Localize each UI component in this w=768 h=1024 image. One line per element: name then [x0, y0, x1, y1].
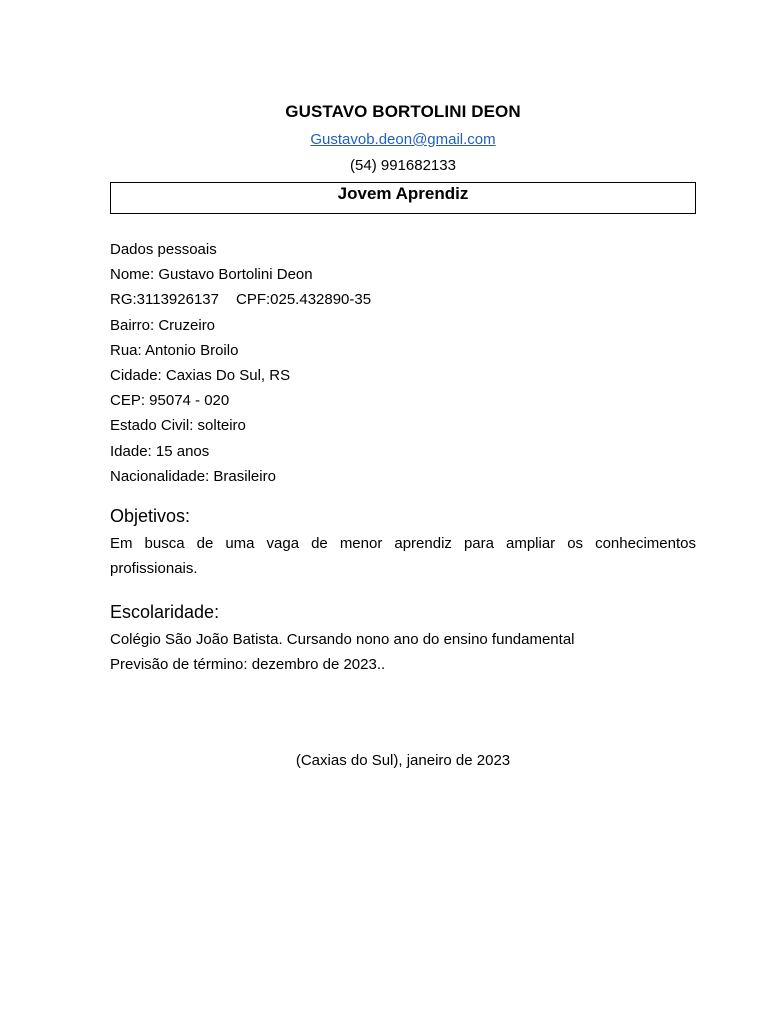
escolaridade-line-1: Colégio São João Batista. Cursando nono ano do ensino fundamental — [110, 631, 575, 648]
objetivos-section — [110, 504, 696, 581]
nome-line: Nome: Gustavo Bortolini Deon — [110, 266, 313, 284]
nacionalidade-line: Nacionalidade: Brasileiro — [110, 467, 276, 485]
cidade-line: Cidade: Caxias Do Sul, RS — [110, 367, 291, 385]
cpf-value: CPF:025.432890-35 — [235, 291, 372, 309]
rua-line: Rua: Antonio Broilo — [110, 341, 239, 359]
idade-line: Idade: 15 anos — [110, 442, 210, 460]
title-box — [110, 182, 696, 214]
objetivos-heading: Objetivos: — [110, 506, 191, 526]
escolaridade-heading: Escolaridade: — [110, 602, 220, 622]
objetivos-line-2: profissionais. — [110, 560, 198, 577]
phone-number: (54) 991682133 — [350, 157, 456, 174]
rg-cpf-line — [110, 287, 696, 312]
escolaridade-text — [110, 627, 696, 677]
personal-data-section — [110, 237, 696, 489]
bairro-line: Bairro: Cruzeiro — [110, 316, 216, 334]
objetivos-text — [110, 531, 696, 581]
rg-value: RG:3113926137 — [110, 291, 219, 309]
place-date-line: (Caxias do Sul), janeiro de 2023 — [295, 752, 511, 769]
candidate-name: GUSTAVO BORTOLINI DEON — [285, 102, 521, 121]
email-link[interactable]: Gustavob.deon@gmail.com — [310, 131, 496, 148]
objetivos-line-1: Em busca de uma vaga de menor aprendiz para ampliar os conhecimentos — [110, 535, 696, 552]
escolaridade-line-2: Previsão de término: dezembro de 2023.. — [110, 656, 386, 673]
personal-data-heading: Dados pessoais — [110, 241, 217, 258]
cep-line: CEP: 95074 - 020 — [110, 392, 230, 410]
estado-civil-line: Estado Civil: solteiro — [110, 417, 246, 435]
resume-title: Jovem Aprendiz — [337, 184, 469, 203]
escolaridade-section — [110, 600, 696, 677]
